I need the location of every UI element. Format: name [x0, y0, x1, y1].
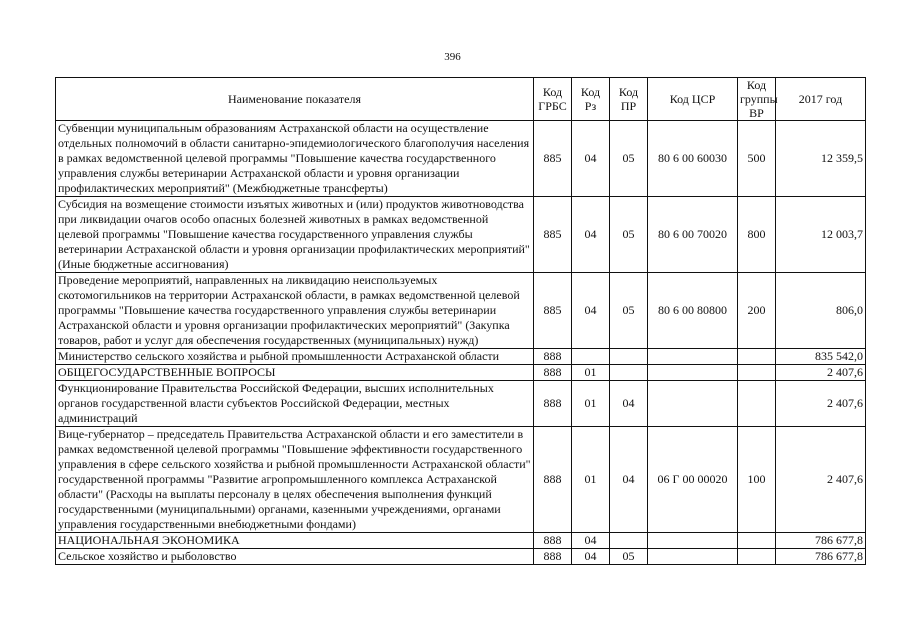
row-vr — [738, 381, 776, 427]
header-grbs: Код ГРБС — [534, 78, 572, 121]
row-rz: 04 — [572, 121, 610, 197]
row-grbs: 885 — [534, 197, 572, 273]
header-vr: Код группы ВР — [738, 78, 776, 121]
row-pr: 04 — [610, 427, 648, 533]
row-vr: 200 — [738, 273, 776, 349]
row-name: Функционирование Правительства Российской Федерации, высших исполнительных органов государственной власти субъектов Российской Федерации, местных администраций — [56, 381, 534, 427]
row-vr — [738, 533, 776, 549]
row-csr — [648, 533, 738, 549]
row-rz: 04 — [572, 549, 610, 565]
row-rz: 04 — [572, 197, 610, 273]
row-pr: 05 — [610, 197, 648, 273]
row-grbs: 885 — [534, 273, 572, 349]
row-name: Вице-губернатор – председатель Правительства Астраханской области и его заместители в рамках ведомственной целевой программы "Повышение эффективности государственного управления в сфере сельского хозяйства и рыбной промышленности Астраханской области" государственной программы "Развитие агропромышленного комплекса Астраханской области" (Расходы на выплаты персоналу в целях обеспечения выполнения функций государственными (муниципальными) органами, казенными учреждениями, органами управления государственными внебюджетными фондами) — [56, 427, 534, 533]
row-name: НАЦИОНАЛЬНАЯ ЭКОНОМИКА — [56, 533, 534, 549]
row-name: Субвенции муниципальным образованиям Астраханской области на осуществление отдельных полномочий в области санитарно-эпидемиологического благополучия населения в рамках ведомственной целевой программы "Повышение качества государственного управления службы ветеринарии Астраханской области и уровня организации профилактических мероприятий" (Межбюджетные трансферты) — [56, 121, 534, 197]
row-vr — [738, 365, 776, 381]
table-row — [56, 273, 866, 349]
row-amount: 2 407,6 — [776, 365, 866, 381]
budget-table — [55, 77, 866, 565]
table-row — [56, 549, 866, 565]
row-csr — [648, 549, 738, 565]
header-csr: Код ЦСР — [648, 78, 738, 121]
row-grbs: 888 — [534, 365, 572, 381]
row-grbs: 888 — [534, 549, 572, 565]
header-year: 2017 год — [776, 78, 866, 121]
row-pr — [610, 365, 648, 381]
row-amount: 786 677,8 — [776, 549, 866, 565]
row-rz: 01 — [572, 381, 610, 427]
row-grbs: 888 — [534, 349, 572, 365]
row-grbs: 888 — [534, 381, 572, 427]
page-number: 396 — [444, 51, 461, 63]
table-row — [56, 365, 866, 381]
row-amount: 806,0 — [776, 273, 866, 349]
row-vr: 100 — [738, 427, 776, 533]
row-vr — [738, 349, 776, 365]
row-csr: 80 6 00 70020 — [648, 197, 738, 273]
row-grbs: 888 — [534, 427, 572, 533]
row-name: ОБЩЕГОСУДАРСТВЕННЫЕ ВОПРОСЫ — [56, 365, 534, 381]
row-csr: 80 6 00 60030 — [648, 121, 738, 197]
row-amount: 2 407,6 — [776, 427, 866, 533]
row-amount: 786 677,8 — [776, 533, 866, 549]
row-csr — [648, 349, 738, 365]
table-row — [56, 427, 866, 533]
row-csr — [648, 381, 738, 427]
row-csr: 80 6 00 80800 — [648, 273, 738, 349]
row-pr: 05 — [610, 273, 648, 349]
row-rz — [572, 349, 610, 365]
row-pr: 05 — [610, 549, 648, 565]
row-pr — [610, 349, 648, 365]
row-amount: 12 003,7 — [776, 197, 866, 273]
table-row — [56, 349, 866, 365]
row-vr — [738, 549, 776, 565]
row-rz: 01 — [572, 365, 610, 381]
header-rz: Код Рз — [572, 78, 610, 121]
row-grbs: 888 — [534, 533, 572, 549]
row-csr — [648, 365, 738, 381]
header-pr: Код ПР — [610, 78, 648, 121]
row-name: Проведение мероприятий, направленных на ликвидацию неиспользуемых скотомогильников на территории Астраханской области, в рамках ведомственной целевой программы "Повышение качества государственного управления службы ветеринарии Астраханской области и уровня организации профилактических мероприятий" (Закупка товаров, работ и услуг для обеспечения государственных (муниципальных) нужд) — [56, 273, 534, 349]
row-vr: 800 — [738, 197, 776, 273]
table-row — [56, 381, 866, 427]
row-amount: 835 542,0 — [776, 349, 866, 365]
row-vr: 500 — [738, 121, 776, 197]
row-rz: 04 — [572, 273, 610, 349]
table-row — [56, 533, 866, 549]
table-row — [56, 197, 866, 273]
row-name: Министерство сельского хозяйства и рыбной промышленности Астраханской области — [56, 349, 534, 365]
header-name: Наименование показателя — [56, 78, 534, 121]
row-amount: 2 407,6 — [776, 381, 866, 427]
table-row — [56, 121, 866, 197]
row-rz: 01 — [572, 427, 610, 533]
row-name: Сельское хозяйство и рыболовство — [56, 549, 534, 565]
row-pr: 04 — [610, 381, 648, 427]
row-rz: 04 — [572, 533, 610, 549]
row-pr — [610, 533, 648, 549]
row-pr: 05 — [610, 121, 648, 197]
row-amount: 12 359,5 — [776, 121, 866, 197]
header-row — [56, 78, 866, 121]
row-name: Субсидия на возмещение стоимости изъятых животных и (или) продуктов животноводства при ликвидации очагов особо опасных болезней животных в рамках ведомственной целевой программы "Повышение качества государственного управления службы ветеринарии Астраханской области и уровня организации профилактических мероприятий" (Иные бюджетные ассигнования) — [56, 197, 534, 273]
row-grbs: 885 — [534, 121, 572, 197]
row-csr: 06 Г 00 00020 — [648, 427, 738, 533]
